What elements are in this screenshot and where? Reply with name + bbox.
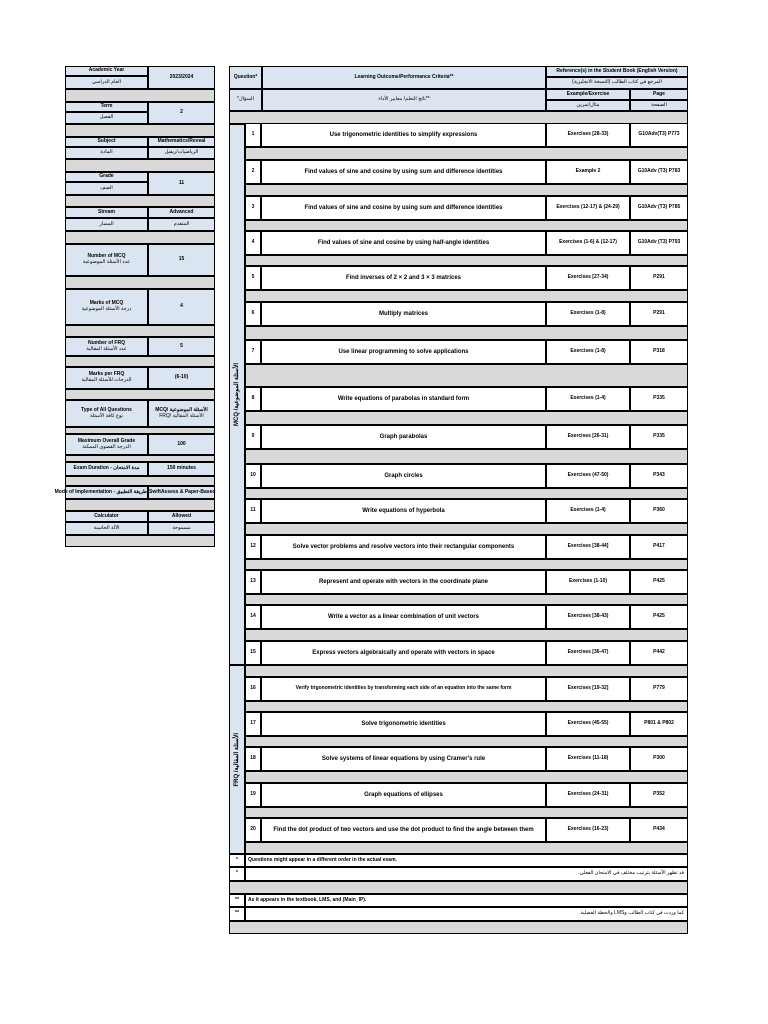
learning-outcome: Find values of sine and cosine by using sum and difference identities: [261, 196, 546, 220]
row-gap: [245, 701, 688, 712]
question-number: 6: [245, 302, 261, 326]
row-gap: [245, 184, 688, 196]
question-col-header-ar: السؤال*: [229, 89, 262, 111]
row-gap: [245, 559, 688, 570]
row-gap: [245, 629, 688, 641]
mode-label: Mode of Implementation - طريقة التطبيق: [65, 486, 148, 499]
page-reference: P425: [630, 570, 688, 594]
example-exercise: Exercises [26-31): [546, 425, 630, 449]
example-exercise: Exercises (16-23): [546, 818, 630, 842]
max-grade-label: Maximum Overall Grade: [77, 437, 136, 444]
example-col-header-ar: مثال/تمرين: [546, 100, 630, 111]
mcq-count-value: 15: [148, 244, 215, 276]
example-exercise: Exercises (47-50): [546, 464, 630, 488]
page-reference: P291: [630, 266, 688, 290]
row-gap: [245, 326, 688, 340]
example-exercise: Exercises [27-34): [546, 266, 630, 290]
example-exercise: Exercises (1-8): [546, 340, 630, 364]
term-label: Term: [65, 102, 148, 112]
question-number: 11: [245, 499, 261, 523]
frq-marks-label-cell: [65, 367, 148, 389]
row-gap: [245, 488, 688, 499]
subject-value-ar: الرياضيات/ريفيل: [148, 147, 215, 159]
example-exercise: Exercises [36-47): [546, 641, 630, 665]
question-type-label-ar: نوع كافة الأسئلة: [90, 412, 123, 419]
question-number: 13: [245, 570, 261, 594]
stream-value: Advanced: [148, 207, 215, 218]
note1-ar-text: قد تظهر الأسئلة بترتيب مختلف في الامتحان الفعلي.: [245, 867, 688, 881]
example-exercise: Exercises [38-43): [546, 605, 630, 629]
example-exercise: Exercises [19-32]: [546, 677, 630, 701]
note1-text: Questions might appear in a different order in the actual exam.: [245, 854, 688, 867]
page-reference: P352: [630, 783, 688, 807]
calculator-label: Calculator: [65, 511, 148, 522]
learning-outcome: Find the dot product of two vectors and use the dot product to find the angle between them: [261, 818, 546, 842]
question-number: 4: [245, 231, 261, 255]
spacer-row: [65, 89, 215, 102]
example-exercise: Exercises (11-18): [546, 747, 630, 771]
page-reference: P335: [630, 387, 688, 411]
spacer-row: [65, 195, 215, 207]
frq-count-value: 5: [148, 337, 215, 356]
mode-value: SwiftAssess & Paper-Based: [148, 486, 215, 499]
row-gap: [245, 449, 688, 464]
stream-value-ar: المتقدم: [148, 218, 215, 231]
learning-outcome: Use linear programming to solve applications: [261, 340, 546, 364]
spacer-row: [65, 124, 215, 137]
stream-label: Stream: [65, 207, 148, 218]
question-number: 16: [245, 677, 261, 701]
subject-label-ar: المادة: [65, 147, 148, 159]
example-exercise: Exercises (1-4): [546, 387, 630, 411]
page-reference: G10Adv(T3) P773: [630, 123, 688, 147]
spacer-row: [65, 389, 215, 400]
note2-ar-text: كما وردت في كتاب الطالب وLMS والخطة الفصلية.: [245, 907, 688, 921]
example-exercise: Exercises (1-6) & (12-17): [546, 231, 630, 255]
term-label-ar: الفصل: [65, 112, 148, 124]
page-reference: P343: [630, 464, 688, 488]
frq-marks-value: (6-10): [148, 367, 215, 389]
row-gap: [245, 665, 688, 677]
question-number: 5: [245, 266, 261, 290]
learning-outcome: Express vectors algebraically and operate with vectors in space: [261, 641, 546, 665]
subject-label: Subject: [65, 137, 148, 147]
page-col-header: Page: [630, 89, 688, 100]
row-gap: [245, 807, 688, 818]
max-grade-label-ar: الدرجة القصوى الممكنة: [82, 443, 131, 450]
question-type-frq: FRQ/ الأسئلة المقالية: [159, 412, 204, 419]
learning-outcome: Graph equations of ellipses: [261, 783, 546, 807]
spacer-row: [65, 476, 215, 486]
calculator-value-ar: مسموحة: [148, 522, 215, 535]
row-gap: [245, 220, 688, 231]
example-exercise: Exercises (24-31): [546, 783, 630, 807]
calculator-value: Allowed: [148, 511, 215, 522]
duration-label: Exam Duration - مدة الامتحان: [65, 462, 148, 476]
spacer-row: [65, 325, 215, 337]
mcq-count-label: Number of MCQ: [87, 253, 126, 260]
mcq-section-band: [229, 124, 245, 665]
learning-outcome: Write equations of parabolas in standard form: [261, 387, 546, 411]
calculator-label-ar: الآلة الحاسبة: [65, 522, 148, 535]
example-exercise: Exercises [38-44]: [546, 535, 630, 559]
frq-count-label-cell: [65, 337, 148, 356]
question-number: 15: [245, 641, 261, 665]
page-reference: P801 & P802: [630, 712, 688, 736]
reference-col-header: Reference(s) in the Student Book (English Version): [546, 66, 688, 77]
question-type-label: Type of All Questions: [81, 406, 132, 413]
outcome-col-header-ar: **نائج التعلم/ معايير الأداء: [262, 89, 546, 111]
page-reference: P442: [630, 641, 688, 665]
grade-value: 11: [148, 172, 215, 195]
question-number: 20: [245, 818, 261, 842]
row-gap: [245, 255, 688, 266]
row-gap: [245, 364, 688, 387]
duration-value: 150 minutes: [148, 462, 215, 476]
learning-outcome: Multiply matrices: [261, 302, 546, 326]
mcq-marks-value: 4: [148, 289, 215, 325]
page-reference: G10Adv (T3) P793: [630, 231, 688, 255]
row-gap: [245, 411, 688, 425]
row-gap: [245, 523, 688, 535]
learning-outcome: Find values of sine and cosine by using half-angle identities: [261, 231, 546, 255]
max-grade-value: 100: [148, 434, 215, 455]
row-gap: [245, 842, 688, 854]
learning-outcome: Write equations of hyperbola: [261, 499, 546, 523]
page-reference: P300: [630, 747, 688, 771]
page-reference: G10Adv (T3) P783: [630, 160, 688, 184]
question-number: 2: [245, 160, 261, 184]
spacer-row: [65, 455, 215, 462]
academic-year-value: 2023/2024: [148, 66, 215, 89]
spacer-row: [65, 356, 215, 367]
question-col-header: Question*: [229, 66, 262, 89]
learning-outcome: Solve vector problems and resolve vectors into their rectangular components: [261, 535, 546, 559]
row-gap: [245, 736, 688, 747]
mcq-count-label-ar: عدد الأسئلة الموضوعية: [82, 259, 131, 265]
spacer-row: [65, 499, 215, 511]
question-number: 8: [245, 387, 261, 411]
row-gap: [245, 147, 688, 160]
stream-label-ar: المسار: [65, 218, 148, 231]
page-reference: P291: [630, 302, 688, 326]
example-exercise: Exercises (45-55): [546, 712, 630, 736]
example-col-header: Example/Exercise: [546, 89, 630, 100]
frq-marks-label-ar: الدرجات للأسئلة المقالية: [81, 377, 132, 383]
question-number: 17: [245, 712, 261, 736]
mcq-marks-label-ar: درجة الأسئلة الموضوعية: [81, 306, 132, 312]
question-number: 14: [245, 605, 261, 629]
example-exercise: Exercises (12-17) & (24-29): [546, 196, 630, 220]
page-reference: P318: [630, 340, 688, 364]
question-type-value-cell: [148, 400, 215, 427]
question-number: 18: [245, 747, 261, 771]
term-value: 2: [148, 102, 215, 124]
question-type-mcq: MCQ/ الأسئلة الموضوعية: [155, 406, 208, 413]
question-number: 9: [245, 425, 261, 449]
spacer-row: [65, 159, 215, 172]
mcq-section-label: MCQ /الأسئلة الموضوعية: [233, 362, 240, 426]
page-reference: P360: [630, 499, 688, 523]
note2-ar-marker: **: [229, 907, 245, 921]
example-exercise: Exercises (1-4): [546, 499, 630, 523]
academic-year-label: Academic Year: [65, 66, 148, 76]
learning-outcome: Find values of sine and cosine by using sum and difference identities: [261, 160, 546, 184]
spacer-row: [65, 427, 215, 434]
spacer-row: [229, 921, 688, 934]
example-exercise: Example 2: [546, 160, 630, 184]
row-gap: [245, 771, 688, 783]
mcq-marks-label: Marks of MCQ: [89, 300, 124, 307]
page-col-header-ar: الصفحة: [630, 100, 688, 111]
learning-outcome: Graph parabolas: [261, 425, 546, 449]
spacer-row: [65, 231, 215, 244]
mcq-count-label-cell: [65, 244, 148, 276]
learning-outcome: Find inverses of 2 × 2 and 3 × 3 matrices: [261, 266, 546, 290]
subject-value: Mathematics/Reveal: [148, 137, 215, 147]
page-reference: P417: [630, 535, 688, 559]
learning-outcome: Solve trigonometric identities: [261, 712, 546, 736]
note1-marker: *: [229, 854, 245, 867]
spacer-row: [229, 881, 688, 894]
learning-outcome: Write a vector as a linear combination of unit vectors: [261, 605, 546, 629]
spacer-row: [65, 535, 215, 547]
note2-text: As it appears in the textbook, LMS, and (Main_IP).: [245, 894, 688, 907]
learning-outcome: Solve systems of linear equations by using Cramer's rule: [261, 747, 546, 771]
note1-ar-marker: *: [229, 867, 245, 881]
frq-marks-label: Marks per FRQ: [88, 371, 125, 378]
frq-count-label: Number of FRQ: [88, 339, 125, 346]
question-number: 7: [245, 340, 261, 364]
learning-outcome: Represent and operate with vectors in the coordinate plane: [261, 570, 546, 594]
grade-label-ar: الصف: [65, 182, 148, 195]
question-number: 1: [245, 123, 261, 147]
frq-section-band: [229, 665, 245, 854]
note2-marker: **: [229, 894, 245, 907]
example-exercise: Exercises (1-10): [546, 570, 630, 594]
question-number: 12: [245, 535, 261, 559]
learning-outcome: Graph circles: [261, 464, 546, 488]
grade-label: Grade: [65, 172, 148, 182]
page-reference: P434: [630, 818, 688, 842]
question-type-label-cell: [65, 400, 148, 427]
learning-outcome: Use trigonometric identities to simplify expressions: [261, 123, 546, 147]
reference-col-header-ar: المرجع في كتاب الطالب (النسخة الانجليزية): [546, 77, 688, 89]
page-reference: P425: [630, 605, 688, 629]
example-exercise: Exercises (1-8): [546, 302, 630, 326]
spacer-row: [65, 276, 215, 289]
page-reference: P335: [630, 425, 688, 449]
mcq-marks-label-cell: [65, 289, 148, 325]
row-gap: [245, 290, 688, 302]
question-number: 3: [245, 196, 261, 220]
page-reference: G10Adv (T3) P785: [630, 196, 688, 220]
row-gap: [245, 594, 688, 605]
question-number: 19: [245, 783, 261, 807]
frq-count-label-ar: عدد الأسئلة المقالية: [86, 345, 127, 352]
max-grade-label-cell: [65, 434, 148, 455]
learning-outcome: Verify trigonometric identities by transforming each side of an equation into the same form: [261, 677, 546, 701]
frq-section-label: FRQ /الأسئلة المقالية: [233, 732, 240, 787]
question-number: 10: [245, 464, 261, 488]
example-exercise: Exercises [28-33): [546, 123, 630, 147]
outcome-col-header: Learning Outcome/Performance Criteria**: [262, 66, 546, 89]
academic-year-label-ar: العام الدراسي: [65, 76, 148, 89]
page-reference: P779: [630, 677, 688, 701]
